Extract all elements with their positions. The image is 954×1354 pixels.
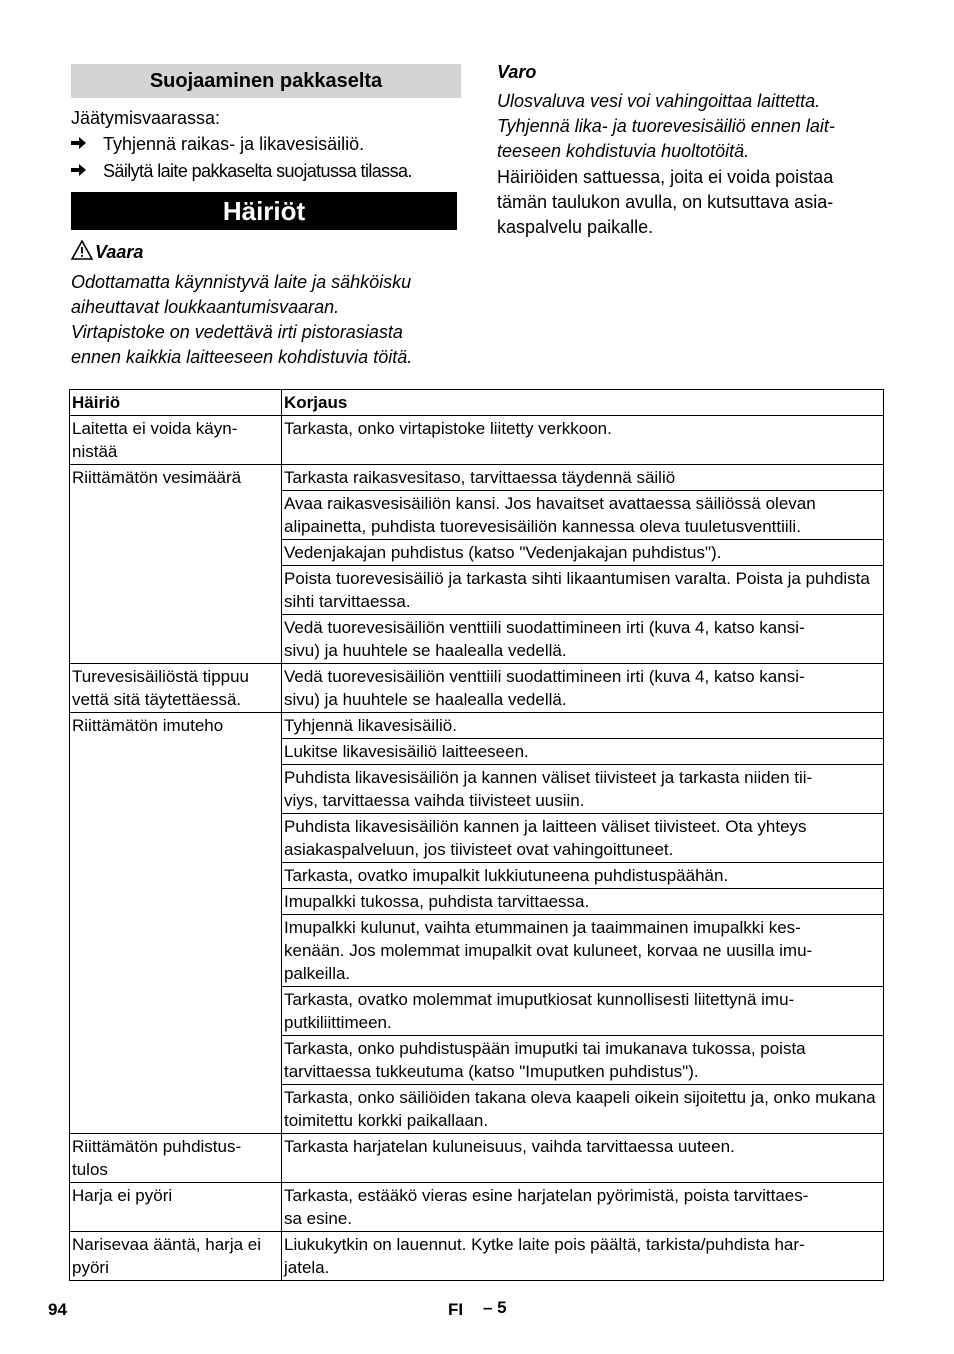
danger-line: ennen kaikkia laitteeseen kohdistuvia töitä. (71, 347, 413, 367)
remedy-cell: Tyhjennä likavesisäiliö. (282, 713, 884, 739)
remedy-cell: Imupalkki tukossa, puhdista tarvittaessa. (282, 889, 884, 915)
table-header-row (70, 390, 884, 416)
table-row (70, 416, 884, 465)
remedy-cell: Lukitse likavesisäiliö laitteeseen. (282, 739, 884, 765)
danger-line: aiheuttavat loukkaantumisvaaran. (71, 297, 340, 317)
caution-line: Tyhjennä lika- ja tuorevesisäiliö ennen lait- (497, 116, 835, 136)
remedy-cell: Vedä tuorevesisäiliön venttiili suodattimineen irti (kuva 4, katso kansi- sivu) ja huuhtele se haalealla vedellä. (282, 615, 884, 664)
fault-cell: Riittämätön puhdistus- tulos (70, 1134, 282, 1183)
remedy-cell: Vedä tuorevesisäiliön venttiili suodattimineen irti (kuva 4, katso kansi- sivu) ja huuhtele se haalealla vedellä. (282, 664, 884, 713)
remedy-cell: Tarkasta harjatelan kuluneisuus, vaihda tarvittaessa uuteen. (282, 1134, 884, 1183)
remedy-cell: Tarkasta, onko säiliöiden takana oleva kaapeli oikein sijoitettu ja, onko mukana toimitettu korkki paikallaan. (282, 1085, 884, 1134)
danger-header (71, 240, 143, 265)
language-code: FI (448, 1300, 464, 1319)
remedy-cell: Vedenjakajan puhdistus (katso "Vedenjakajan puhdistus"). (282, 540, 884, 566)
arrow-right-icon (71, 133, 103, 158)
fault-cell: Laitetta ei voida käyn- nistää (70, 416, 282, 465)
remedy-cell: Puhdista likavesisäiliön ja kannen väliset tiivisteet ja tarkasta niiden tii- viys, tarvittaessa vaihda tiivisteet uusiin. (282, 765, 884, 814)
faults-heading: Häiriöt (71, 192, 457, 230)
fault-cell: Harja ei pyöri (70, 1183, 282, 1232)
remedy-cell: Imupalkki kulunut, vaihta etummainen ja taaimmainen imupalkki kes- kenään. Jos molemmat imupalkit ovat kuluneet, korvaa ne uusilla imu- palkeilla. (282, 915, 884, 987)
info-line: kaspalvelu paikalle. (497, 217, 654, 237)
remedy-cell: Tarkasta, ovatko imupalkit lukkiutuneena puhdistuspäähän. (282, 863, 884, 889)
table-row (70, 664, 884, 713)
column-header-remedy: Korjaus (282, 390, 884, 416)
section-title-frost: Suojaaminen pakkaselta (71, 64, 461, 98)
column-header-fault: Häiriö (70, 390, 282, 416)
remedy-cell: Avaa raikasvesisäiliön kansi. Jos havaitset avattaessa säiliössä olevan alipainetta, puhdista tuorevesisäiliön kannessa oleva tuuletusventtiili. (282, 491, 884, 540)
danger-label: Vaara (95, 242, 144, 262)
frost-step-text: Tyhjennä raikas- ja likavesisäiliö. (103, 134, 365, 154)
remedy-cell: Tarkasta, ovatko molemmat imuputkiosat kunnollisesti liitettynä imu- putkiliittimeen. (282, 987, 884, 1036)
table-row (70, 713, 884, 739)
danger-text (71, 270, 471, 370)
remedy-cell: Puhdista likavesisäiliön kannen ja laitteen väliset tiivisteet. Ota yhteys asiakaspalveluun, jos tiivisteet ovat vahingoittuneet. (282, 814, 884, 863)
info-line: tämän taulukon avulla, on kutsuttava asia- (497, 192, 834, 212)
caution-line: Ulosvaluva vesi voi vahingoittaa laittetta. (497, 91, 821, 111)
table-row (70, 1183, 884, 1232)
caution-text (497, 89, 897, 164)
faults-table (69, 389, 884, 1281)
remedy-cell: Tarkasta, onko puhdistuspään imuputki tai imukanava tukossa, poista tarvittaessa tukkeutuma (katso "Imuputken puhdistus"). (282, 1036, 884, 1085)
frost-step-2 (71, 159, 471, 185)
fault-cell: Narisevaa ääntä, harja ei pyöri (70, 1232, 282, 1281)
frost-intro: Jäätymisvaarassa: (71, 108, 221, 128)
table-row (70, 1134, 884, 1183)
table-row (70, 465, 884, 491)
remedy-cell: Poista tuorevesisäiliö ja tarkasta sihti likaantumisen varalta. Poista ja puhdista sihti tarvittaessa. (282, 566, 884, 615)
fault-cell: Riittämätön vesimäärä (70, 465, 282, 664)
fault-cell: Riittämätön imuteho (70, 713, 282, 1134)
page-number: 94 (48, 1300, 67, 1319)
remedy-cell: Tarkasta, onko virtapistoke liitetty verkkoon. (282, 416, 884, 465)
arrow-right-icon (71, 160, 103, 185)
remedy-cell: Tarkasta, estääkö vieras esine harjatelan pyörimistä, poista tarvittaes- sa esine. (282, 1183, 884, 1232)
danger-line: Virtapistoke on vedettävä irti pistorasiasta (71, 322, 403, 342)
warning-triangle-icon (71, 240, 95, 265)
fault-cell: Turevesisäiliöstä tippuu vettä sitä täytettäessä. (70, 664, 282, 713)
frost-step-text: Säilytä laite pakkaselta suojatussa tilassa. (103, 161, 412, 181)
table-body (70, 416, 884, 1281)
remedy-cell: Tarkasta raikasvesitaso, tarvittaessa täydennä säiliö (282, 465, 884, 491)
danger-line: Odottamatta käynnistyvä laite ja sähköisku (71, 272, 412, 292)
section-page: – 5 (483, 1298, 507, 1317)
info-line: Häiriöiden sattuessa, joita ei voida poistaa (497, 167, 834, 187)
remedy-cell: Liukukytkin on lauennut. Kytke laite pois päältä, tarkista/puhdista har- jatela. (282, 1232, 884, 1281)
info-text (497, 165, 897, 240)
table-row (70, 1232, 884, 1281)
caution-label: Varo (497, 62, 537, 82)
frost-step-1 (71, 132, 471, 158)
caution-line: teeseen kohdistuvia huoltotöitä. (497, 141, 750, 161)
